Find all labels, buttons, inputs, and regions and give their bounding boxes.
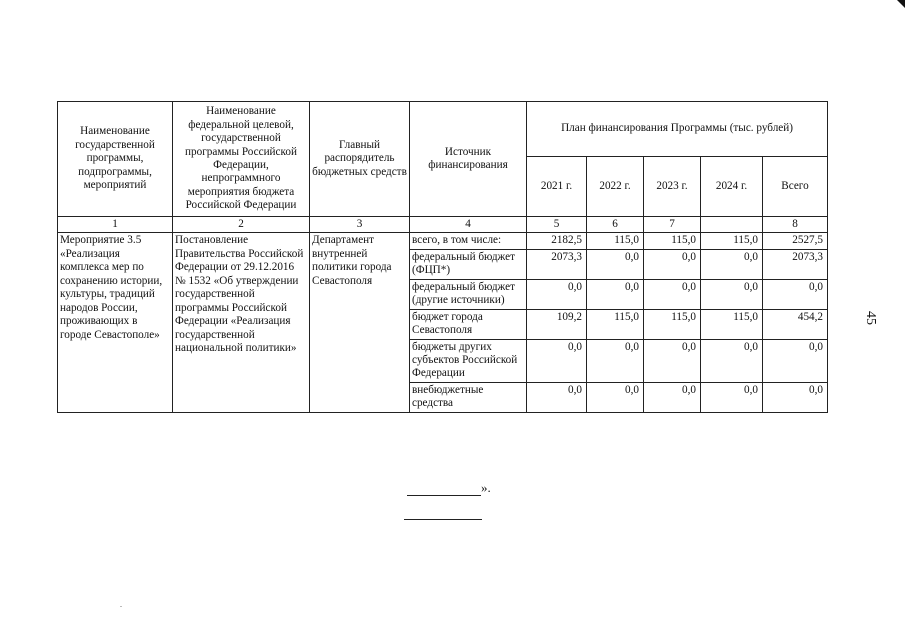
value-cell: 115,0: [701, 233, 763, 249]
header-federal-program: Наименование федеральной целевой, государственной программы Российской Федерации, непрограммного мероприятия бюджета Российской Федерации: [173, 102, 310, 217]
value-cell: 454,2: [763, 309, 828, 339]
source-cell: бюджет города Севастополя: [410, 309, 527, 339]
value-cell: 2182,5: [527, 233, 587, 249]
value-cell: 2073,3: [527, 249, 587, 279]
value-cell: 0,0: [527, 279, 587, 309]
scan-speck: [120, 606, 122, 607]
value-cell: 0,0: [644, 279, 701, 309]
federal-program-cell: Постановление Правительства Российской Федерации от 29.12.2016 № 1532 «Об утверждении государственной программы Российской Федерации «Реализация государственной национальной политики»: [173, 233, 310, 412]
value-cell: 0,0: [644, 339, 701, 382]
value-cell: 0,0: [701, 382, 763, 412]
value-cell: 0,0: [587, 279, 644, 309]
source-cell: федеральный бюджет (другие источники): [410, 279, 527, 309]
header-plan: План финансирования Программы (тыс. рублей): [527, 102, 828, 157]
value-cell: 0,0: [587, 249, 644, 279]
value-cell: 0,0: [527, 339, 587, 382]
value-cell: 109,2: [527, 309, 587, 339]
value-cell: 0,0: [587, 339, 644, 382]
value-cell: 115,0: [587, 309, 644, 339]
blank-underline: [407, 483, 481, 496]
column-number: 4: [410, 217, 527, 233]
column-number: 5: [527, 217, 587, 233]
table-row: [58, 233, 828, 249]
header-year-2022: 2022 г.: [587, 157, 644, 217]
column-number: 8: [763, 217, 828, 233]
source-cell: внебюджетные средства: [410, 382, 527, 412]
column-number: 3: [310, 217, 410, 233]
header-source: Источник финансирования: [410, 102, 527, 217]
header-year-2024: 2024 г.: [701, 157, 763, 217]
value-cell: 115,0: [644, 309, 701, 339]
value-cell: 0,0: [701, 279, 763, 309]
source-cell: всего, в том числе:: [410, 233, 527, 249]
value-cell: 0,0: [644, 249, 701, 279]
page-number: 45: [863, 311, 878, 325]
value-cell: 0,0: [701, 339, 763, 382]
source-cell: бюджеты других субъектов Российской Федерации: [410, 339, 527, 382]
column-number: 2: [173, 217, 310, 233]
value-cell: 2073,3: [763, 249, 828, 279]
value-cell: 0,0: [527, 382, 587, 412]
separator-line: [404, 519, 482, 520]
value-cell: 115,0: [644, 233, 701, 249]
header-year-2023: 2023 г.: [644, 157, 701, 217]
distributor-cell: Департамент внутренней политики города Севастополя: [310, 233, 410, 412]
source-cell: федеральный бюджет (ФЦП*): [410, 249, 527, 279]
column-number: 7: [644, 217, 701, 233]
column-number: 1: [58, 217, 173, 233]
financing-table: [57, 101, 828, 413]
measure-cell: Мероприятие 3.5 «Реализация комплекса мер по сохранению истории, культуры, традиций народов России, проживающих в городе Севастополе»: [58, 233, 173, 412]
corner-mark: [897, 0, 905, 8]
column-number: 6: [587, 217, 644, 233]
value-cell: 0,0: [763, 339, 828, 382]
header-distributor: Главный распорядитель бюджетных средств: [310, 102, 410, 217]
value-cell: 115,0: [701, 309, 763, 339]
closing-mark: [407, 480, 491, 496]
header-year-2021: 2021 г.: [527, 157, 587, 217]
value-cell: 2527,5: [763, 233, 828, 249]
value-cell: 115,0: [587, 233, 644, 249]
value-cell: 0,0: [587, 382, 644, 412]
value-cell: 0,0: [701, 249, 763, 279]
closing-quote: ».: [481, 480, 491, 495]
header-total: Всего: [763, 157, 828, 217]
column-number-row: [58, 217, 828, 233]
column-number: [701, 217, 763, 233]
value-cell: 0,0: [644, 382, 701, 412]
header-program-name: Наименование государственной программы, подпрограммы, мероприятий: [58, 102, 173, 217]
value-cell: 0,0: [763, 279, 828, 309]
value-cell: 0,0: [763, 382, 828, 412]
